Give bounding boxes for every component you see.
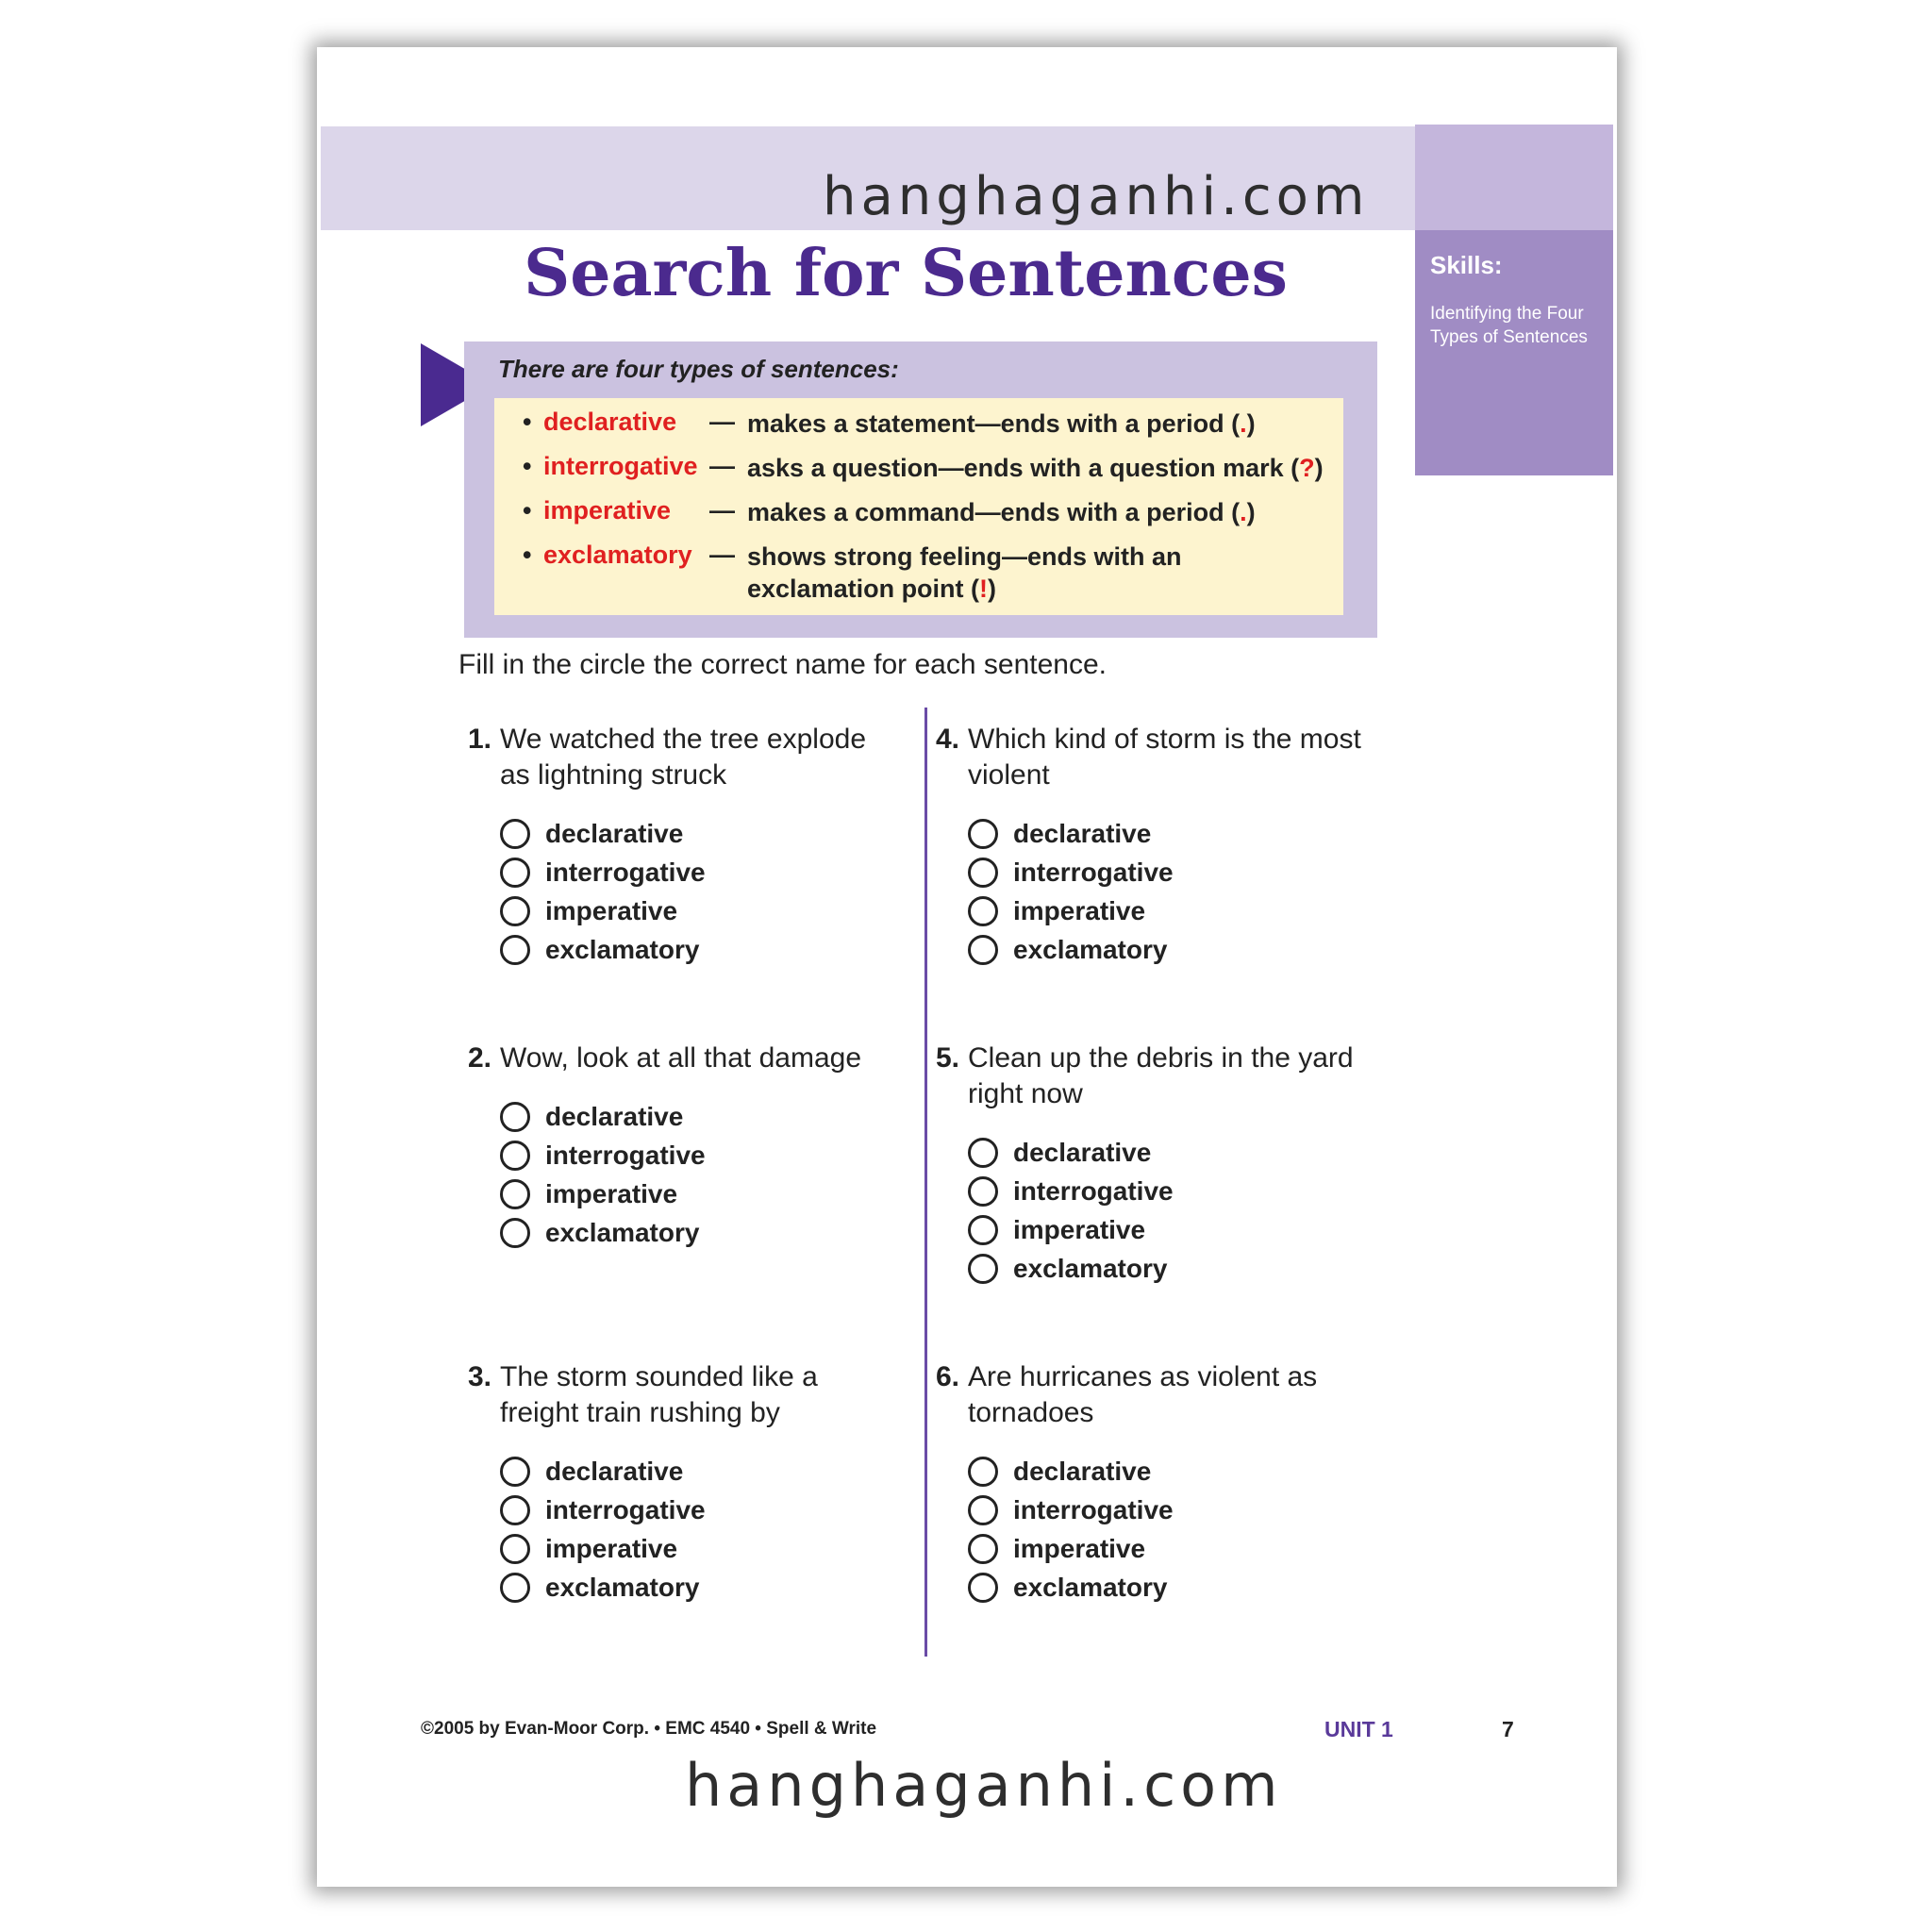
question-text: Which kind of storm is the most violent xyxy=(968,724,1361,791)
question-3 xyxy=(468,1359,902,1607)
question-number: 5. xyxy=(936,1042,960,1074)
type-row-interrogative xyxy=(523,452,1332,484)
option-label: declarative xyxy=(1013,1456,1152,1486)
type-description: asks a question—ends with a question mark (?) xyxy=(747,454,1324,482)
option-label: declarative xyxy=(545,1101,684,1131)
radio-circle-icon[interactable] xyxy=(968,935,998,965)
radio-circle-icon[interactable] xyxy=(500,1179,530,1209)
radio-circle-icon[interactable] xyxy=(968,1254,998,1284)
option-label: interrogative xyxy=(545,857,706,887)
dash: — xyxy=(709,541,735,569)
radio-circle-icon[interactable] xyxy=(500,819,530,849)
option-declarative[interactable] xyxy=(500,814,902,853)
option-label: declarative xyxy=(1013,818,1152,848)
type-name: imperative xyxy=(543,496,672,525)
sentence-types-box xyxy=(464,341,1377,638)
option-label: exclamatory xyxy=(1013,1253,1168,1283)
option-interrogative[interactable] xyxy=(500,1136,902,1174)
option-label: imperative xyxy=(545,1533,678,1563)
radio-circle-icon[interactable] xyxy=(500,858,530,888)
bullet-icon: • xyxy=(523,452,532,480)
type-description: makes a command—ends with a period (.) xyxy=(747,498,1256,526)
radio-circle-icon[interactable] xyxy=(968,1573,998,1603)
option-label: declarative xyxy=(1013,1137,1152,1167)
radio-circle-icon[interactable] xyxy=(500,1534,530,1564)
option-declarative[interactable] xyxy=(500,1452,902,1491)
option-label: exclamatory xyxy=(545,1217,700,1247)
type-row-exclamatory xyxy=(523,541,1332,605)
radio-circle-icon[interactable] xyxy=(968,858,998,888)
answer-options xyxy=(500,1452,902,1607)
option-label: interrogative xyxy=(545,1494,706,1524)
option-interrogative[interactable] xyxy=(968,853,1370,891)
option-label: exclamatory xyxy=(545,1572,700,1602)
footer-copyright: ©2005 by Evan-Moor Corp. • EMC 4540 • Spell & Write xyxy=(421,1719,877,1739)
radio-circle-icon[interactable] xyxy=(968,1215,998,1245)
option-interrogative[interactable] xyxy=(500,1491,902,1529)
skills-heading: Skills: xyxy=(1430,251,1503,279)
question-number: 4. xyxy=(936,724,960,755)
option-label: exclamatory xyxy=(1013,934,1168,964)
radio-circle-icon[interactable] xyxy=(500,1102,530,1132)
footer-unit: UNIT 1 xyxy=(1324,1717,1393,1741)
option-label: imperative xyxy=(1013,1214,1146,1244)
option-imperative[interactable] xyxy=(968,1529,1370,1568)
option-imperative[interactable] xyxy=(500,891,902,930)
question-number: 3. xyxy=(468,1361,492,1392)
dash: — xyxy=(709,408,735,436)
question-1 xyxy=(468,722,902,969)
type-row-imperative xyxy=(523,496,1332,528)
option-label: declarative xyxy=(545,818,684,848)
option-exclamatory[interactable] xyxy=(968,1568,1370,1607)
radio-circle-icon[interactable] xyxy=(500,896,530,926)
option-label: declarative xyxy=(545,1456,684,1486)
column-divider xyxy=(924,708,927,1657)
option-declarative[interactable] xyxy=(500,1097,902,1136)
radio-circle-icon[interactable] xyxy=(968,1495,998,1525)
watermark-bottom: hanghaganhi.com xyxy=(685,1751,1283,1820)
type-name: interrogative xyxy=(543,452,698,480)
radio-circle-icon[interactable] xyxy=(500,1218,530,1248)
watermark-top: hanghaganhi.com xyxy=(823,166,1370,227)
option-label: interrogative xyxy=(545,1140,706,1170)
dash: — xyxy=(709,496,735,525)
question-text: The storm sounded like a freight train rushing by xyxy=(500,1361,818,1428)
bullet-icon: • xyxy=(523,541,532,569)
option-exclamatory[interactable] xyxy=(968,1249,1370,1288)
type-description: makes a statement—ends with a period (.) xyxy=(747,409,1256,438)
page-title: Search for Sentences xyxy=(524,236,1288,311)
type-description: shows strong feeling—ends with an exclamation point (!) xyxy=(747,542,1182,603)
radio-circle-icon[interactable] xyxy=(500,1141,530,1171)
option-label: interrogative xyxy=(1013,857,1174,887)
option-imperative[interactable] xyxy=(968,1210,1370,1249)
option-label: imperative xyxy=(545,1178,678,1208)
question-text: Clean up the debris in the yard right now xyxy=(968,1042,1354,1109)
radio-circle-icon[interactable] xyxy=(968,819,998,849)
question-text: We watched the tree explode as lightning struck xyxy=(500,724,867,791)
radio-circle-icon[interactable] xyxy=(968,1138,998,1168)
question-number: 2. xyxy=(468,1042,492,1074)
question-5 xyxy=(936,1041,1370,1288)
radio-circle-icon[interactable] xyxy=(500,1573,530,1603)
option-label: interrogative xyxy=(1013,1494,1174,1524)
option-imperative[interactable] xyxy=(968,891,1370,930)
option-label: interrogative xyxy=(1013,1175,1174,1206)
option-exclamatory[interactable] xyxy=(500,930,902,969)
question-6 xyxy=(936,1359,1370,1607)
bullet-icon: • xyxy=(523,496,532,525)
skills-tab-top xyxy=(1415,125,1613,230)
option-declarative[interactable] xyxy=(968,1133,1370,1172)
option-label: imperative xyxy=(1013,895,1146,925)
question-number: 6. xyxy=(936,1361,960,1392)
option-declarative[interactable] xyxy=(968,814,1370,853)
dash: — xyxy=(709,452,735,480)
radio-circle-icon[interactable] xyxy=(968,1534,998,1564)
option-imperative[interactable] xyxy=(500,1174,902,1213)
question-text: Wow, look at all that damage xyxy=(500,1042,861,1074)
option-label: exclamatory xyxy=(1013,1572,1168,1602)
instructions: Fill in the circle the correct name for each sentence. xyxy=(458,649,1107,680)
question-text: Are hurricanes as violent as tornadoes xyxy=(968,1361,1318,1428)
option-interrogative[interactable] xyxy=(968,1491,1370,1529)
answer-options xyxy=(500,1097,902,1252)
sentence-types-heading: There are four types of sentences: xyxy=(498,355,899,383)
answer-options xyxy=(500,814,902,969)
answer-options xyxy=(968,814,1370,969)
option-label: exclamatory xyxy=(545,934,700,964)
type-name: exclamatory xyxy=(543,541,692,569)
question-2 xyxy=(468,1041,902,1252)
question-4 xyxy=(936,722,1370,969)
skills-description: Identifying the Four Types of Sentences xyxy=(1430,304,1588,347)
option-interrogative[interactable] xyxy=(500,853,902,891)
question-number: 1. xyxy=(468,724,492,755)
type-row-declarative xyxy=(523,408,1332,440)
radio-circle-icon[interactable] xyxy=(500,1495,530,1525)
option-exclamatory[interactable] xyxy=(500,1568,902,1607)
option-declarative[interactable] xyxy=(968,1452,1370,1491)
option-imperative[interactable] xyxy=(500,1529,902,1568)
answer-options xyxy=(968,1452,1370,1607)
type-name: declarative xyxy=(543,408,677,436)
radio-circle-icon[interactable] xyxy=(500,1457,530,1487)
bullet-icon: • xyxy=(523,408,532,436)
radio-circle-icon[interactable] xyxy=(968,1457,998,1487)
option-exclamatory[interactable] xyxy=(968,930,1370,969)
option-label: imperative xyxy=(545,895,678,925)
sentence-types-list xyxy=(494,398,1343,615)
option-interrogative[interactable] xyxy=(968,1172,1370,1210)
radio-circle-icon[interactable] xyxy=(968,896,998,926)
option-exclamatory[interactable] xyxy=(500,1213,902,1252)
radio-circle-icon[interactable] xyxy=(500,935,530,965)
answer-options xyxy=(968,1133,1370,1288)
radio-circle-icon[interactable] xyxy=(968,1176,998,1207)
page-number: 7 xyxy=(1502,1717,1514,1741)
option-label: imperative xyxy=(1013,1533,1146,1563)
